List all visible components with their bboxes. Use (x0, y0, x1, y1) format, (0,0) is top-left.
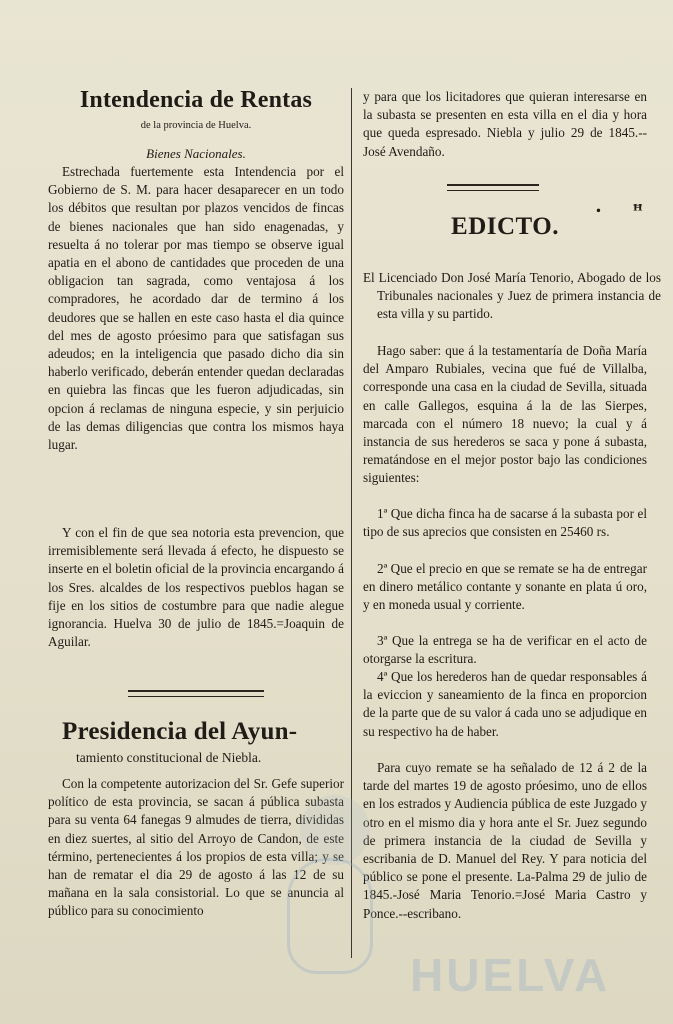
watermark-text: HUELVA (410, 949, 611, 1001)
watermark-logo-icon (287, 858, 373, 974)
niebla-continuation: y para que los licitadores que quieran interesarse en la subasta se presenten en esta villa en el dia y hora que queda espresado. Niebla y julio 29 de 1845.--José Avendaño. (363, 89, 647, 159)
edicto-title: EDICTO. (451, 213, 559, 240)
rentas-subtitle: de la provincia de Huelva. (140, 120, 252, 131)
section-rule (128, 690, 264, 697)
edicto-paragraph-2: Para cuyo remate se ha señalado de 12 á 2 de la tarde del martes 19 de agosto próesimo, uno de ellos en los estrados y Audiencia pública de este Juzgado y otro en el mismo dia y hora ante el Sr. Juez segundo de primera instancia de la ciudad de Sevilla y escribania de D. Manuel del Rey. Y para noticia del público se pone el presente. La-Palma 29 de julio de 1845.-José Maria Tenorio.=José Maria Castro y Ponce.--escribano. (363, 760, 647, 921)
edicto-intro: El Licenciado Don José María Tenorio, Abogado de los Tribunales nacionales y Juez de primera instancia de esta villa y su partido. (363, 270, 661, 322)
rentas-section: Bienes Nacionales. (146, 146, 246, 161)
section-rule (447, 184, 539, 191)
paper-stain (300, 795, 370, 865)
ayuntamiento-subtitle: tamiento constitucional de Niebla. (76, 750, 262, 765)
edicto-paragraph-1: Hago saber: que á la testamentaría de Doña María del Amparo Rubiales, vecina que fué de Villalba, corresponde una casa en la ciudad de Sevilla, situada en calle Gallegos, esquina á la de las Sierpes, marcada con el número 18 nuevo; la cual y á instancia de sus herederos se saca y pone á subasta, rematándose en el mejor postor bajo las condiciones siguientes: (363, 343, 647, 486)
condition-3: 3ª Que la entrega se ha de verificar en el acto de otorgarse la escritura. (363, 633, 647, 667)
condition-4: 4ª Que los herederos han de quedar responsables á la eviccion y saneamiento de la finca en proporcion de la parte que de su valor á cada uno se adjudique en su respectivo ha de haber. (363, 669, 647, 739)
ayuntamiento-title: Presidencia del Ayun- (62, 718, 298, 745)
condition-2: 2ª Que el precio en que se remate se ha de entregar en dinero metálico contante y sonante en plata ú oro, y en moneda usual y corriente. (363, 561, 647, 613)
ayuntamiento-paragraph: Con la competente autorizacion del Sr. Gefe superior político de esta provincia, se sacan á pública subasta para su venta 64 fanegas 9 almudes de tierra, divididas en diez suertes, al sitio del Arroyo de Candon, de este término, pertenecientes á los propios de esta villa; y se han de rematar el dia 29 de agosto á las 12 de su mañana en la sala consistorial. Lo que se anuncia al público para su conocimiento (48, 776, 344, 919)
rentas-title: Intendencia de Rentas (79, 87, 313, 113)
printer-marks: ꞏ ꟸ (596, 203, 657, 220)
rentas-paragraph-2: Y con el fin de que sea notoria esta prevencion, que irremisiblemente será llevada á efecto, he dispuesto se inserte en el boletin oficial de la provincia encargando á los Sres. alcaldes de los respectivos pueblos hagan se fije en los sitios de costumbre para que nadie alegue ignorancia. Huelva 30 de julio de 1845.=Joaquin de Aguilar. (48, 525, 344, 650)
condition-1: 1ª Que dicha finca ha de sacarse á la subasta por el tipo de sus aprecios que consisten en 25460 rs. (363, 506, 647, 540)
rentas-paragraph-1: Estrechada fuertemente esta Intendencia por el Gobierno de S. M. para hacer desaparecer en un todo los débitos que resultan por plazos vencidos de fincas de bienes nacionales que han sido enagenadas, y resuelta á no tolerar por mas tiempo se observe igual apatia en el abono de cantidades que proceden de una obligacion tan sagrada, como ventajosa á los compradores, he acordado dar de termino á los deudores que se hallen en este caso hasta el dia quince del mes de agosto próesimo para que satisfagan sus adeudos; en la inteligencia que pasado dicho dia sin haberlo verificado, deberán entender quedan declaradas en quiebra las fincas que les fueron adjudicadas, sin opcion á reclamas de ninguna especie, y sin perjuicio de las demas diligencias que contra los mismos haya lugar. (48, 164, 344, 453)
